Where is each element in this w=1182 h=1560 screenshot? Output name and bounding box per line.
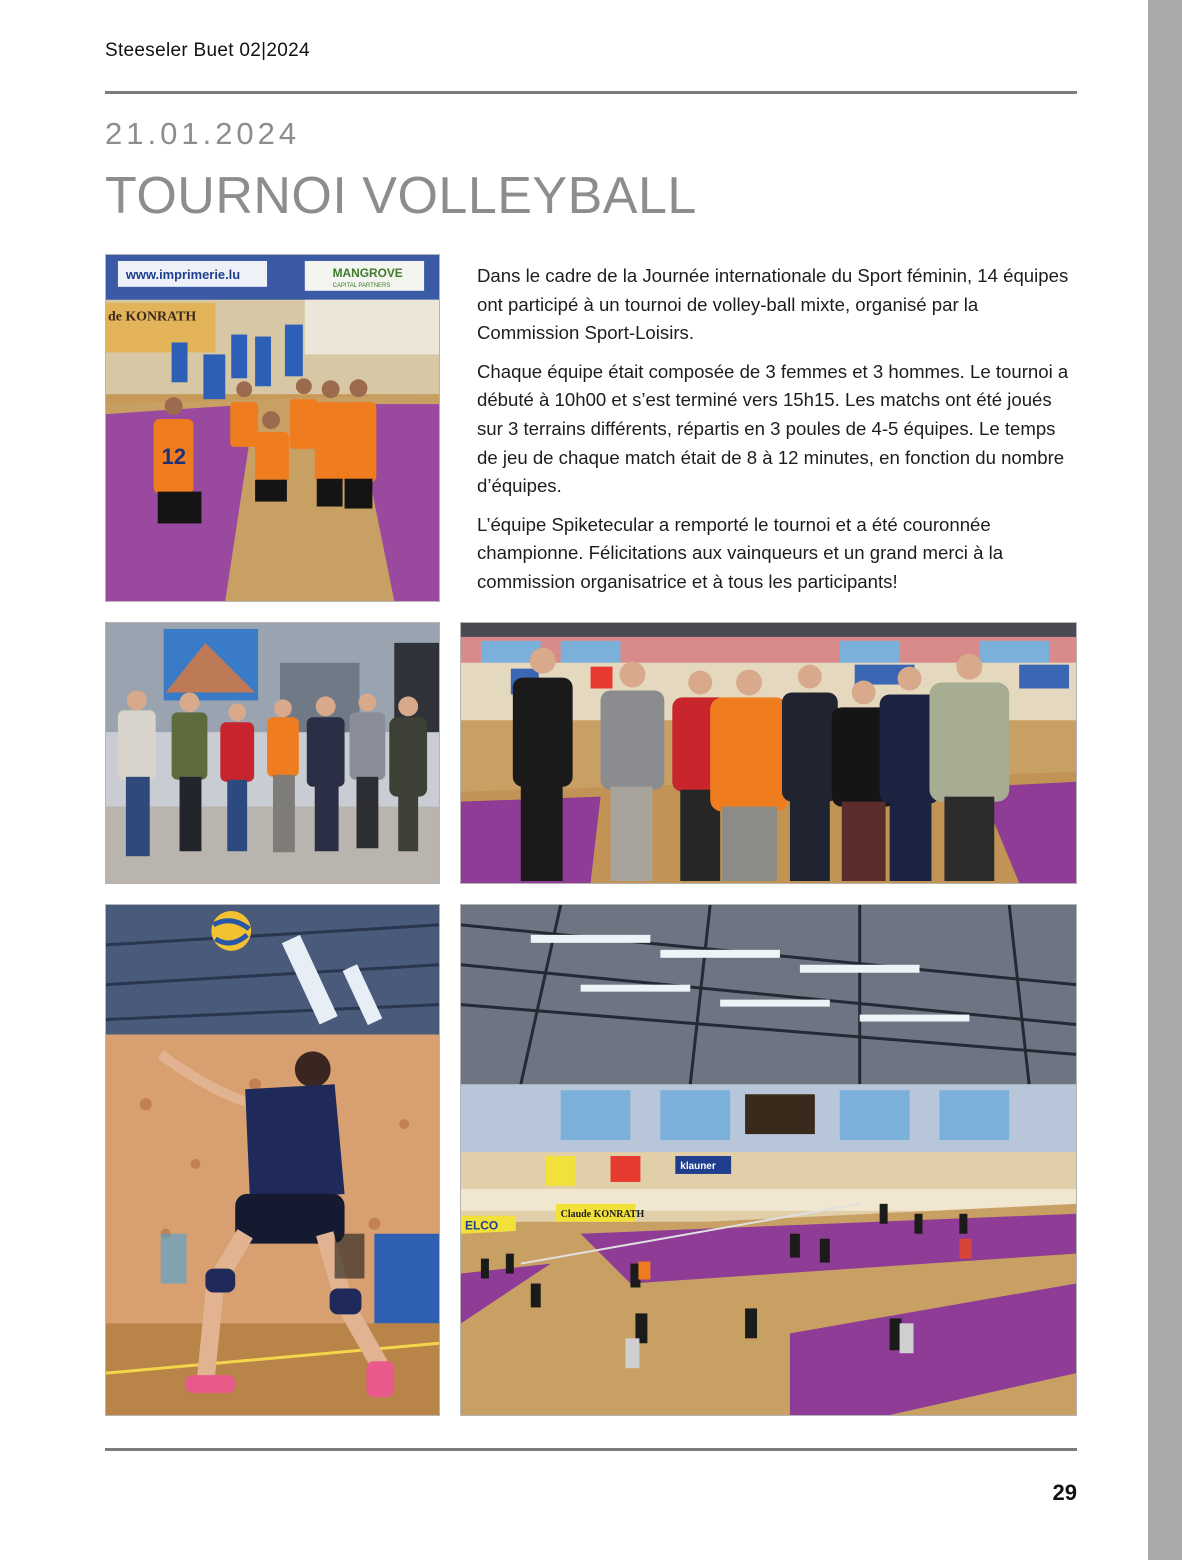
paragraph-format: Chaque équipe était composée de 3 femmes et 3 hommes. Le tournoi a débuté à 10h00 et s’est terminé vers 15h15. Les matchs ont été joués sur 3 terrains différents, répartis en 3 poules de 4-5 équipes. Le temps de jeu de chaque match était de 8 à 12 minutes, en fonction du nombre d’équipes. bbox=[477, 360, 1069, 497]
sign-sponsor-text: MANGROVE bbox=[332, 265, 403, 280]
banner-klauner: klauner bbox=[680, 1160, 716, 1172]
page-number: 29 bbox=[1052, 1480, 1077, 1505]
banner-elco: ELCO bbox=[464, 1218, 499, 1233]
banner-konrath: Claude KONRATH bbox=[560, 1208, 645, 1220]
photo-sports-hall bbox=[460, 904, 1077, 1416]
jersey-number: 12 bbox=[161, 443, 186, 469]
page-edge-bar bbox=[1148, 0, 1182, 1560]
photo-officials-group bbox=[105, 622, 440, 884]
paragraph-intro: Dans le cadre de la Journée internationale du Sport féminin, 14 équipes ont participé à un tournoi de volley-ball mixte, organisé par la Commission Sport-Loisirs. bbox=[477, 265, 1069, 344]
article-title: TOURNOI VOLLEYBALL bbox=[105, 167, 697, 225]
photo-player-serving bbox=[105, 904, 440, 1416]
paragraph-winner: L’équipe Spiketecular a remporté le tournoi et a été couronnée championne. Félicitations aux vainqueurs et un grand merci à la commission organisatrice et à tous les participants! bbox=[477, 513, 1004, 592]
footer-rule bbox=[105, 1448, 1077, 1451]
sign-left-text: de KONRATH bbox=[107, 309, 197, 325]
header-rule bbox=[105, 91, 1077, 94]
article-body bbox=[477, 262, 1077, 607]
article-date: 21.01.2024 bbox=[105, 116, 301, 151]
sign-url-text: www.imprimerie.lu bbox=[125, 266, 241, 282]
photo-team-huddle bbox=[105, 254, 440, 602]
sign-sponsor-sub-text: CAPITAL PARTNERS bbox=[332, 282, 391, 289]
publication-header: Steeseler Buet 02|2024 bbox=[105, 40, 310, 61]
photo-winning-team bbox=[460, 622, 1077, 884]
